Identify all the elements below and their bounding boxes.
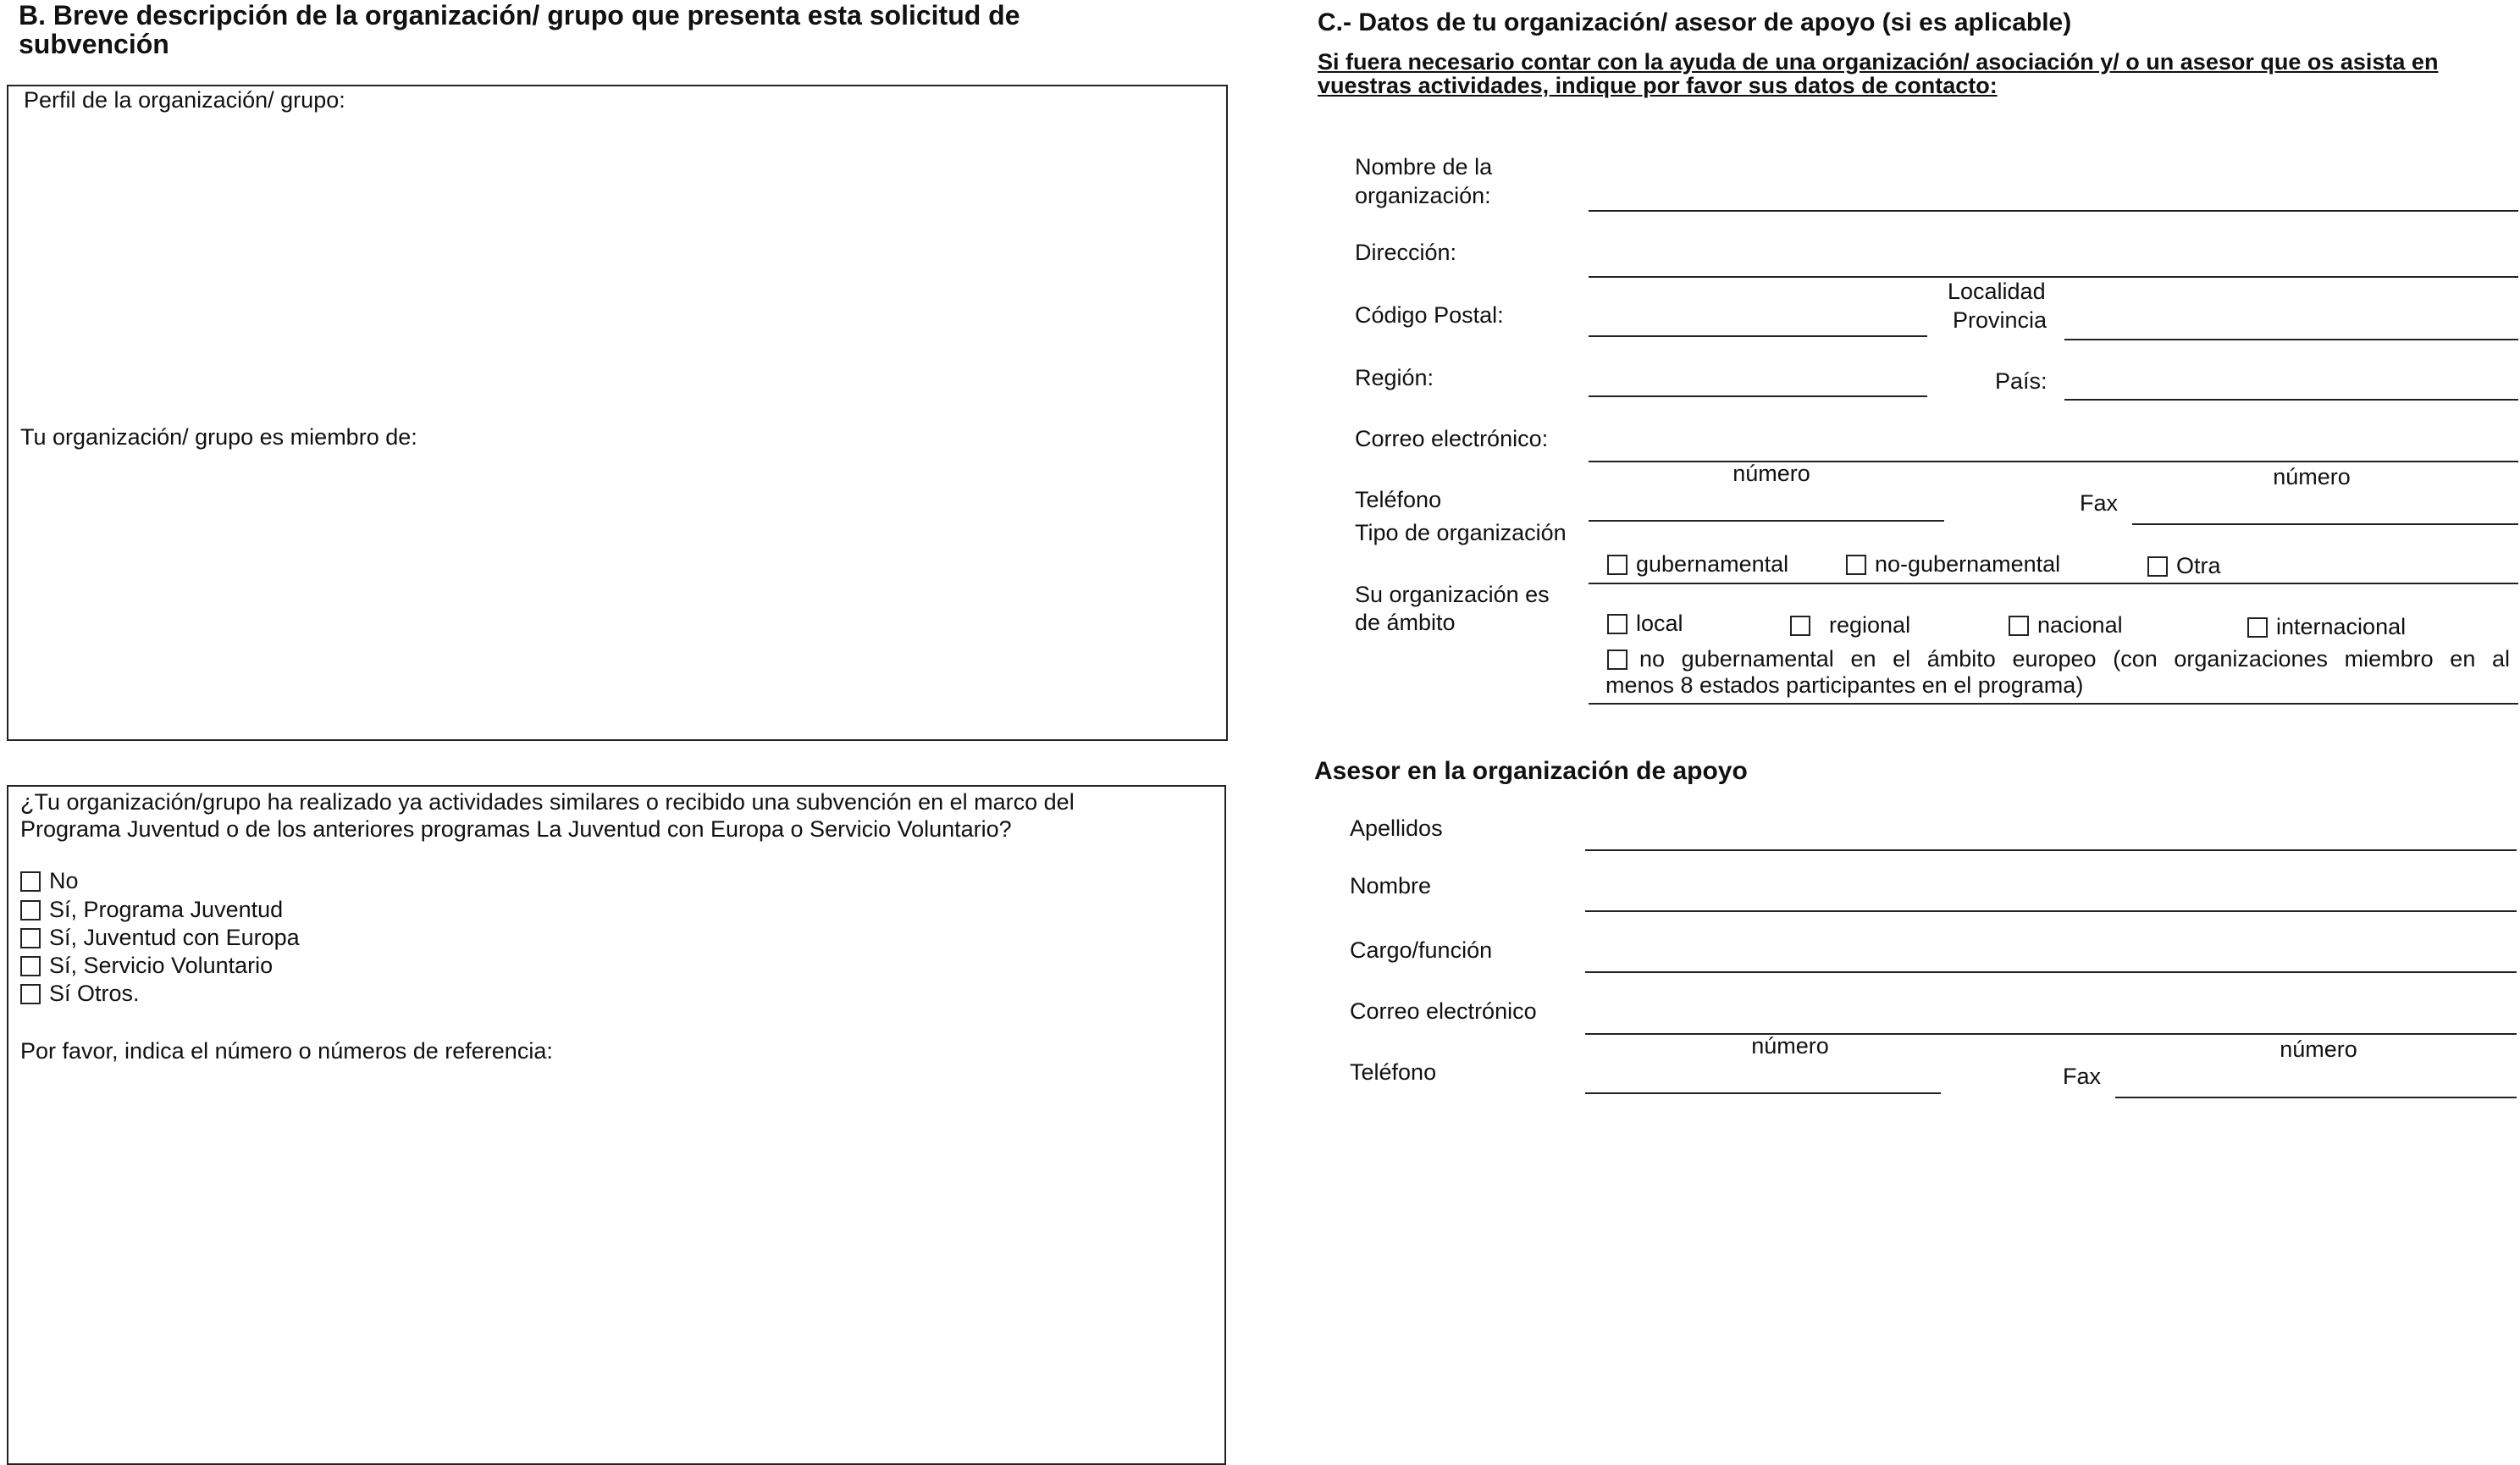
checkbox-juventud-con-europa[interactable] — [20, 928, 41, 948]
option-servicio-voluntario-label: Sí, Servicio Voluntario — [49, 953, 274, 978]
asesor-fax-label: Fax — [2063, 1064, 2102, 1089]
pais-label: País: — [1995, 368, 2048, 394]
checkbox-programa-juventud[interactable] — [20, 900, 41, 920]
ambito-label-2: de ámbito — [1355, 610, 1456, 635]
option-programa-juventud[interactable] — [20, 896, 283, 924]
asesor-nombre-label: Nombre — [1350, 873, 1432, 898]
reference-label: Por favor, indica el número o números de referencia: — [20, 1038, 553, 1064]
tipo-org-divider — [1589, 583, 2518, 584]
tipo-gubernamental-label: gubernamental — [1636, 551, 1789, 577]
nombre-org-label-2: organización: — [1355, 183, 1491, 208]
direccion-field[interactable] — [1589, 276, 2518, 278]
option-juventud-con-europa-label: Sí, Juventud con Europa — [49, 925, 300, 950]
ambito-nacional-label: nacional — [2037, 612, 2123, 638]
option-no-label: No — [49, 868, 79, 893]
codigo-postal-label: Código Postal: — [1355, 302, 1504, 328]
asesor-fax-field[interactable] — [2115, 1097, 2517, 1098]
asesor-telefono-label: Teléfono — [1350, 1059, 1437, 1085]
option-servicio-voluntario[interactable] — [20, 952, 273, 980]
nombre-org-field[interactable] — [1589, 210, 2518, 212]
codigo-postal-field[interactable] — [1589, 335, 1927, 337]
ambito-nacional[interactable] — [2009, 611, 2123, 639]
perfil-label: Perfil de la organización/ grupo: — [24, 87, 345, 113]
ambito-europeo[interactable] — [1607, 645, 2510, 699]
option-otros-label: Sí Otros. — [49, 981, 140, 1006]
localidad-provincia-field[interactable] — [2064, 339, 2518, 340]
section-b-title-line1: B. Breve descripción de la organización/ grupo que presenta esta solicitud de — [19, 0, 1020, 30]
checkbox-regional[interactable] — [1790, 616, 1810, 636]
asesor-cargo-label: Cargo/función — [1350, 937, 1493, 963]
ambito-internacional[interactable] — [2247, 613, 2406, 641]
region-label: Región: — [1355, 365, 1434, 390]
tipo-otra[interactable] — [2147, 552, 2221, 580]
option-programa-juventud-label: Sí, Programa Juventud — [49, 897, 284, 922]
ambito-regional[interactable] — [1790, 611, 1910, 639]
option-juventud-con-europa[interactable] — [20, 924, 300, 952]
ambito-local[interactable] — [1607, 610, 1683, 638]
section-c-subtitle-line2: vuestras actividades, indique por favor sus datos de contacto: — [1318, 73, 1998, 98]
checkbox-servicio-voluntario[interactable] — [20, 956, 41, 976]
tipo-no-gubernamental[interactable] — [1846, 550, 2060, 578]
asesor-fax-numero-label: número — [2280, 1037, 2357, 1062]
checkbox-internacional[interactable] — [2247, 617, 2268, 638]
nombre-org-label-1: Nombre de la — [1355, 154, 1493, 180]
ambito-internacional-label: internacional — [2276, 614, 2407, 639]
option-no[interactable] — [20, 867, 79, 895]
checkbox-europeo[interactable] — [1607, 650, 1628, 670]
checkbox-no[interactable] — [20, 871, 41, 892]
localidad-label: Localidad — [1948, 279, 2046, 304]
question-line1: ¿Tu organización/grupo ha realizado ya actividades similares o recibido una subvención en el marco del — [20, 789, 1075, 815]
checkbox-no-gubernamental[interactable] — [1846, 555, 1866, 575]
asesor-nombre-field[interactable] — [1585, 910, 2517, 912]
tipo-no-gubernamental-label: no-gubernamental — [1875, 551, 2061, 577]
checkbox-nacional[interactable] — [2009, 616, 2029, 636]
tipo-gubernamental[interactable] — [1607, 550, 1788, 578]
checkbox-gubernamental[interactable] — [1607, 555, 1628, 575]
ambito-label-1: Su organización es — [1355, 582, 1550, 607]
ambito-europeo-line1: no gubernamental en el ámbito europeo (con organizaciones miembro en al — [1639, 646, 2510, 672]
option-otros[interactable] — [20, 980, 140, 1008]
telefono-label: Teléfono — [1355, 487, 1442, 512]
tipo-org-label: Tipo de organización — [1355, 520, 1567, 545]
question-line2: Programa Juventud o de los anteriores programas La Juventud con Europa o Servicio Voluntario? — [20, 816, 1012, 842]
ambito-europeo-line2: menos 8 estados participantes en el programa) — [1605, 672, 2084, 698]
ambito-divider — [1589, 703, 2518, 705]
question-box — [7, 785, 1226, 1465]
region-field[interactable] — [1589, 395, 1927, 397]
pais-field[interactable] — [2064, 399, 2518, 401]
fax-field[interactable] — [2132, 523, 2518, 525]
perfil-box[interactable] — [7, 85, 1228, 741]
checkbox-otra[interactable] — [2147, 556, 2168, 577]
asesor-telefono-field[interactable] — [1585, 1092, 1941, 1094]
telefono-field[interactable] — [1589, 520, 1944, 522]
provincia-label: Provincia — [1953, 307, 2048, 333]
tipo-otra-label: Otra — [2176, 553, 2221, 578]
asesor-apellidos-field[interactable] — [1585, 849, 2517, 851]
checkbox-local[interactable] — [1607, 614, 1628, 634]
asesor-title: Asesor en la organización de apoyo — [1314, 757, 1748, 785]
miembro-label: Tu organización/ grupo es miembro de: — [20, 424, 417, 450]
telefono-numero-label: número — [1732, 461, 1810, 486]
direccion-label: Dirección: — [1355, 240, 1457, 265]
asesor-correo-label: Correo electrónico — [1350, 998, 1537, 1024]
section-c-subtitle-line1: Si fuera necesario contar con la ayuda de una organización/ asociación y/ o un asesor que os asista en — [1318, 49, 2439, 75]
checkbox-otros[interactable] — [20, 984, 41, 1004]
section-c-title: C.- Datos de tu organización/ asesor de apoyo (si es aplicable) — [1318, 8, 2072, 36]
asesor-telefono-numero-label: número — [1751, 1033, 1829, 1059]
ambito-regional-label: regional — [1829, 612, 1911, 638]
section-b-title-line2: subvención — [19, 29, 169, 59]
correo-label: Correo electrónico: — [1355, 426, 1549, 451]
asesor-apellidos-label: Apellidos — [1350, 815, 1443, 841]
fax-label: Fax — [2080, 490, 2119, 516]
fax-numero-label: número — [2273, 464, 2351, 489]
ambito-local-label: local — [1636, 611, 1683, 636]
asesor-cargo-field[interactable] — [1585, 971, 2517, 973]
